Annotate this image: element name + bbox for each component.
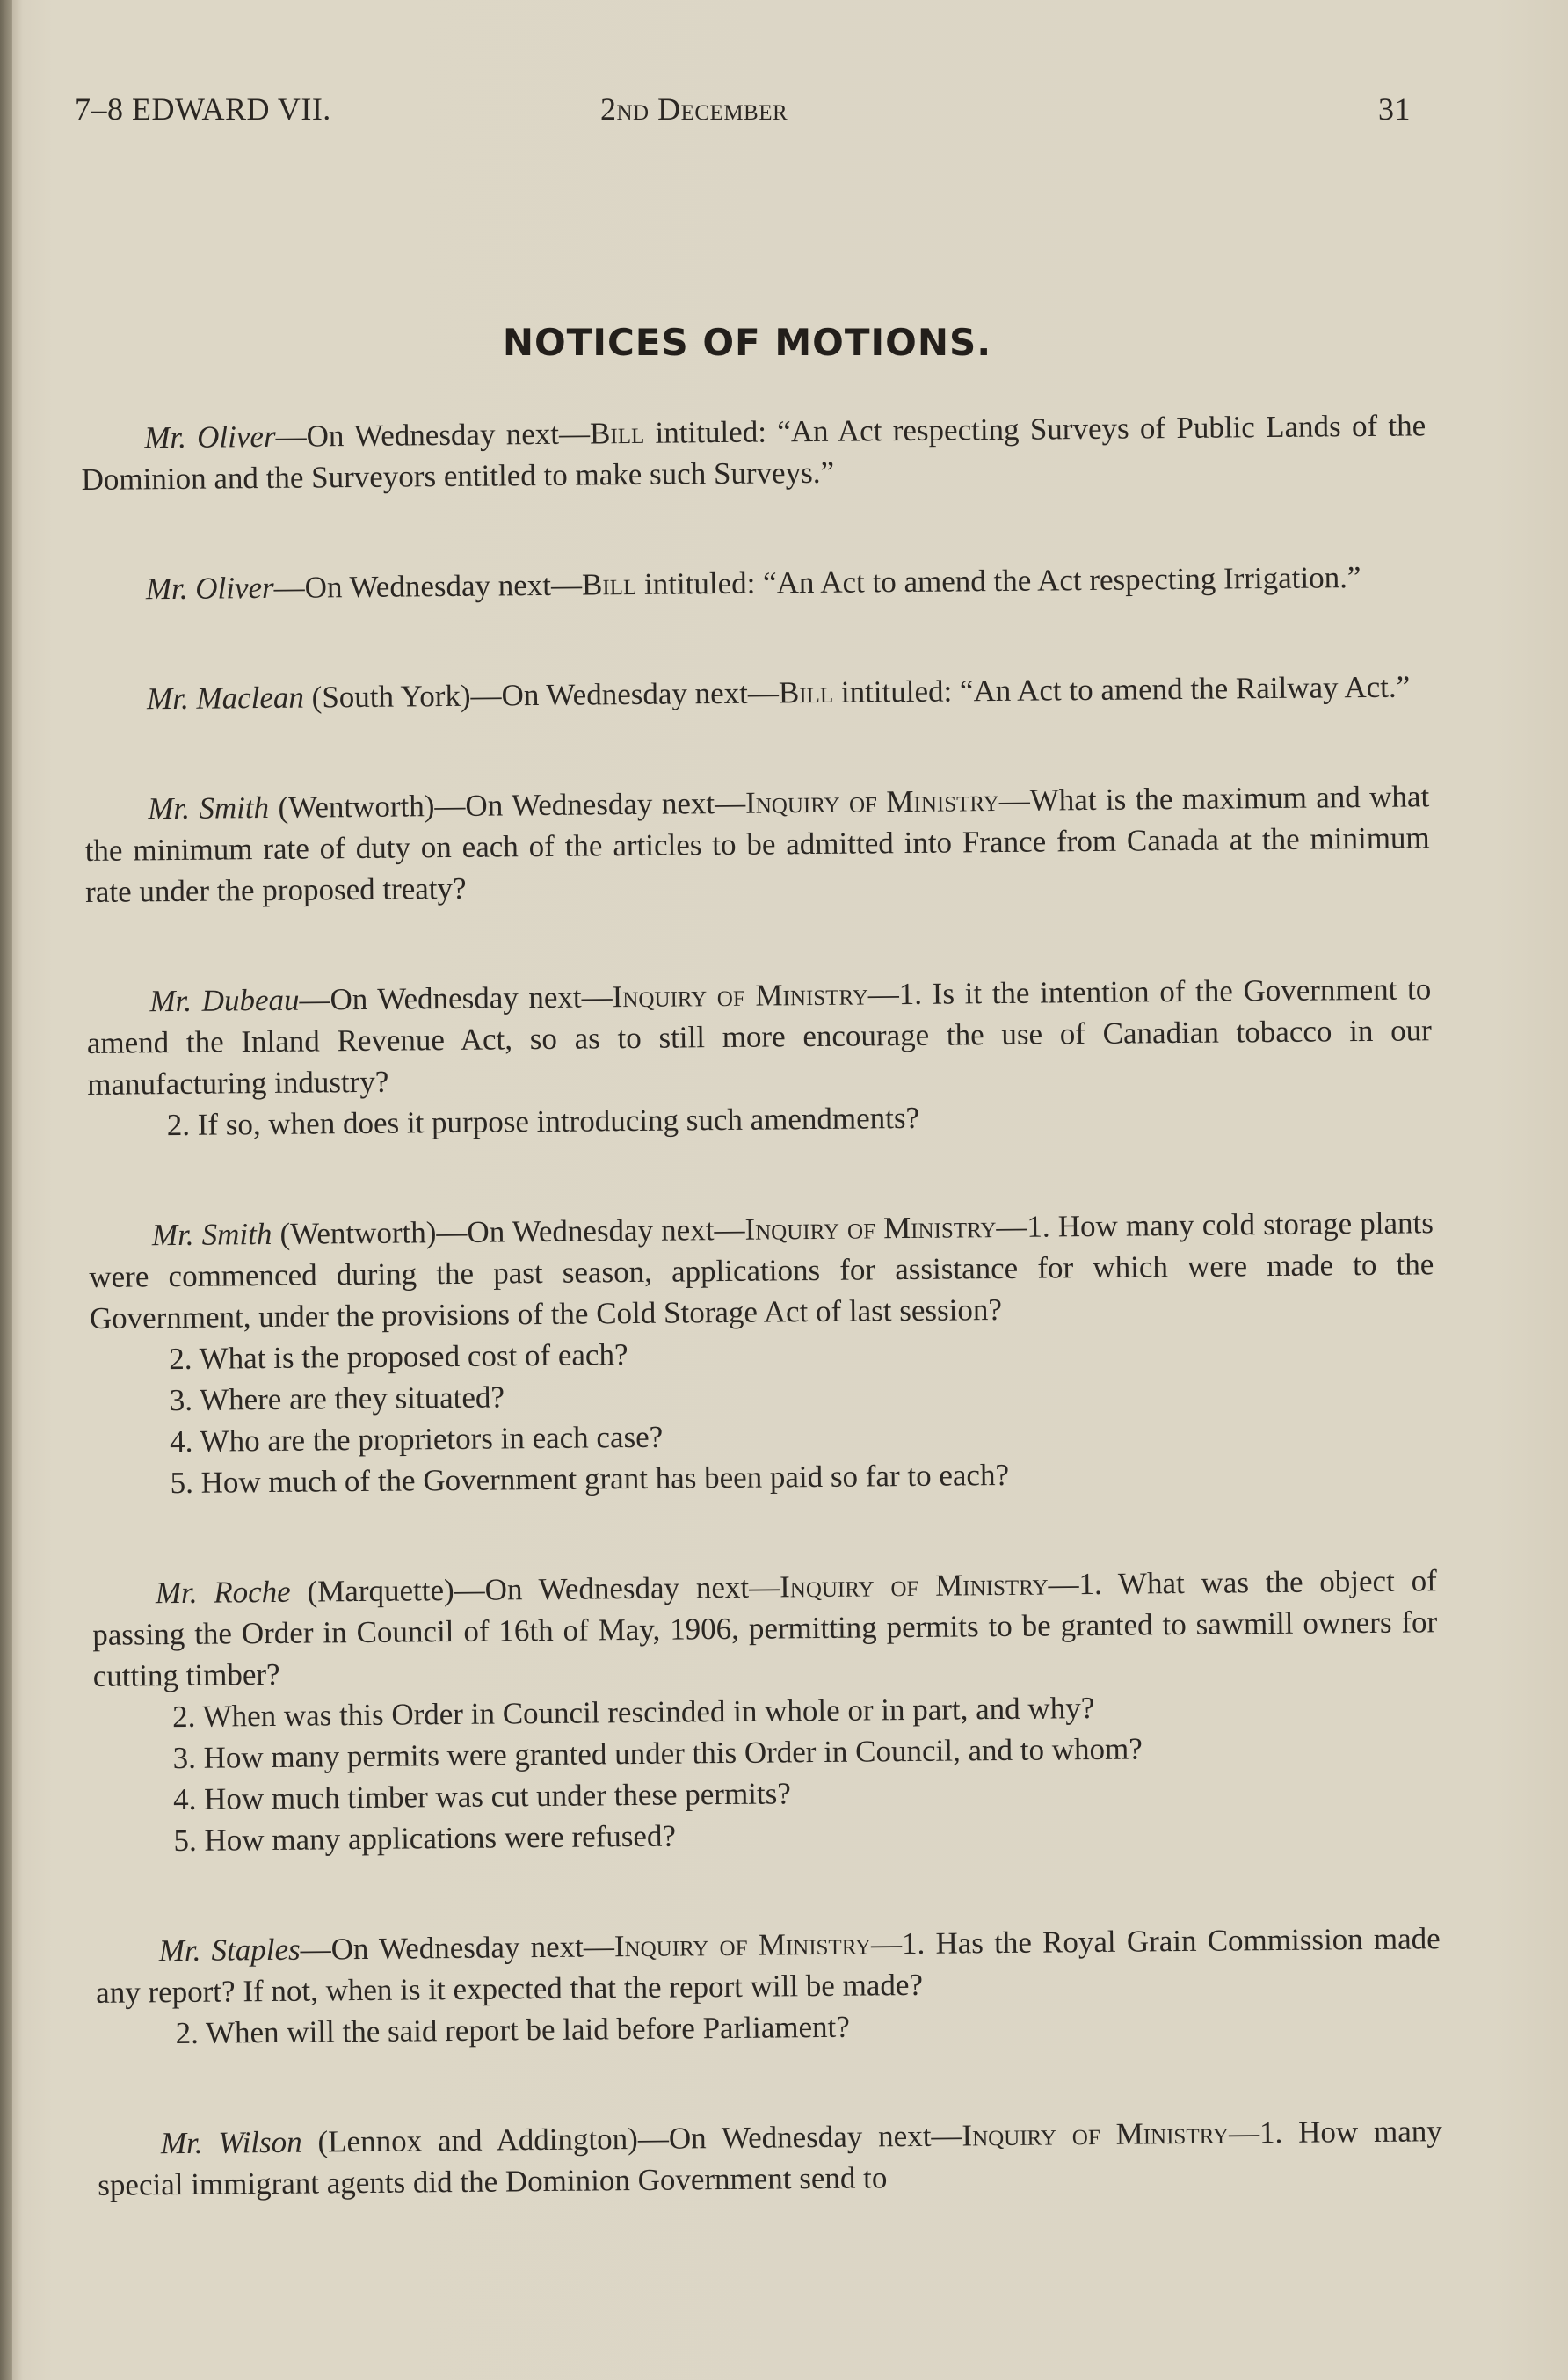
motion-item	[86, 968, 1433, 1146]
motion-item	[83, 556, 1427, 610]
motion-paragraph	[96, 1918, 1441, 2013]
motion-paragraph	[92, 1560, 1438, 1697]
header-page-number: 31	[1378, 91, 1411, 127]
motion-paragraph	[84, 775, 1430, 913]
motions-list	[81, 404, 1443, 2274]
member-name: Mr. Smith	[151, 1216, 272, 1253]
motion-text: intituled: “An Act to amend the Railway Act.”	[832, 669, 1411, 710]
motion-kind: Bill	[589, 415, 645, 451]
motion-text: —1. Is it the intention of the Government to amend the Inland Revenue Act, so as to still more encourage the use of Canadian tobacco in our manufacturing industry?	[86, 972, 1432, 1102]
motion-paragraph	[98, 2110, 1443, 2206]
motion-kind: Bill	[778, 674, 834, 710]
header-regnal-year: 7–8 EDWARD VII.	[75, 91, 331, 127]
motion-kind: Inquiry of Ministry	[613, 1926, 872, 1964]
motion-question: 3. Where are they situated?	[169, 1379, 505, 1418]
page-title: NOTICES OF MOTIONS.	[502, 321, 992, 364]
motion-paragraph	[83, 556, 1427, 610]
motion-paragraph	[86, 968, 1432, 1105]
motion-lead: —On Wednesday next—	[299, 979, 613, 1017]
motion-text: intituled: “An Act respecting Surveys of Public Lands of the Dominion and the Surveyors entitled to make such Surveys.”	[81, 408, 1426, 497]
motion-question: 4. Who are the proprietors in each case?	[169, 1419, 664, 1459]
motion-item	[98, 2110, 1443, 2206]
motion-text: —What is the maximum and what the minimum rate of duty on each of the articles to be admitted into France from Canada at the minimum rate under the proposed treaty?	[84, 779, 1430, 909]
motion-text: —1. What was the object of passing the Order in Council of 16th of May, 1906, permitting permits to be granted to sawmill owners for cutting timber?	[92, 1563, 1438, 1693]
running-header	[75, 91, 1411, 135]
member-name: Mr. Oliver	[145, 570, 274, 607]
motion-question: 2. If so, when does it purpose introducing such amendments?	[166, 1100, 920, 1143]
motion-lead: —On Wednesday next—	[454, 1569, 780, 1607]
motion-kind: Inquiry of Ministry	[744, 1210, 997, 1247]
motion-item	[96, 1918, 1441, 2055]
motion-question: 3. How many permits were granted under this Order in Council, and to whom?	[172, 1731, 1143, 1776]
motion-question: 5. How much of the Government grant has been paid so far to each?	[170, 1457, 1010, 1501]
motion-item	[84, 775, 1430, 913]
member-riding: (Marquette)	[290, 1572, 454, 1609]
member-riding: (Wentworth)	[268, 789, 435, 825]
motion-lead: —On Wednesday next—	[300, 1929, 615, 1967]
motion-text: —1. How many special immigrant agents did the Dominion Government send to	[98, 2114, 1442, 2202]
motion-item	[89, 1202, 1436, 1504]
member-name: Mr. Dubeau	[149, 982, 300, 1019]
member-riding: (South York)	[303, 678, 471, 715]
motion-question: 5. How many applications were refused?	[173, 1818, 677, 1859]
motion-kind: Bill	[581, 566, 637, 602]
motion-lead: —On Wednesday next—	[275, 416, 591, 454]
motion-paragraph	[81, 404, 1426, 500]
motion-paragraph	[83, 666, 1428, 720]
motion-lead: —On Wednesday next—	[434, 785, 746, 824]
motion-item	[81, 404, 1426, 500]
motion-paragraph	[89, 1202, 1434, 1339]
member-name: Mr. Oliver	[144, 419, 276, 455]
motion-text: intituled: “An Act to amend the Act respecting Irrigation.”	[636, 560, 1361, 601]
member-name: Mr. Smith	[148, 790, 270, 826]
motion-item	[92, 1560, 1440, 1862]
member-name: Mr. Staples	[158, 1932, 301, 1969]
motion-question: 2. When will the said report be laid before Parliament?	[175, 2009, 850, 2051]
motion-lead: —On Wednesday next—	[436, 1212, 745, 1250]
member-name: Mr. Maclean	[146, 680, 305, 717]
motion-text: —1. Has the Royal Grain Commission made any report? If not, when is it expected that the report will be made?	[96, 1921, 1441, 2010]
motion-lead: —On Wednesday next—	[470, 675, 780, 713]
member-riding: (Wentworth)	[272, 1215, 437, 1251]
member-name: Mr. Roche	[155, 1574, 291, 1611]
motion-text: —1. How many cold storage plants were commenced during the past season, applications for assistance for which were made to the Government, under the provisions of the Cold Storage Act of last session?	[89, 1205, 1434, 1336]
motion-lead: —On Wednesday next—	[637, 2118, 962, 2157]
motion-kind: Inquiry of Ministry	[744, 782, 999, 820]
motion-kind: Inquiry of Ministry	[779, 1567, 1049, 1605]
member-riding: (Lennox and Addington)	[301, 2122, 639, 2159]
motion-item	[83, 666, 1428, 720]
header-date: 2nd December	[600, 91, 788, 127]
motion-kind: Inquiry of Ministry	[612, 977, 868, 1015]
motion-question: 4. How much timber was cut under these permits?	[172, 1776, 791, 1817]
motion-kind: Inquiry of Ministry	[962, 2115, 1230, 2153]
motion-question: 2. What is the proposed cost of each?	[169, 1337, 628, 1377]
motion-question: 2. When was this Order in Council rescinded in whole or in part, and why?	[172, 1690, 1095, 1735]
member-name: Mr. Wilson	[160, 2124, 302, 2161]
motion-lead: —On Wednesday next—	[273, 567, 583, 605]
